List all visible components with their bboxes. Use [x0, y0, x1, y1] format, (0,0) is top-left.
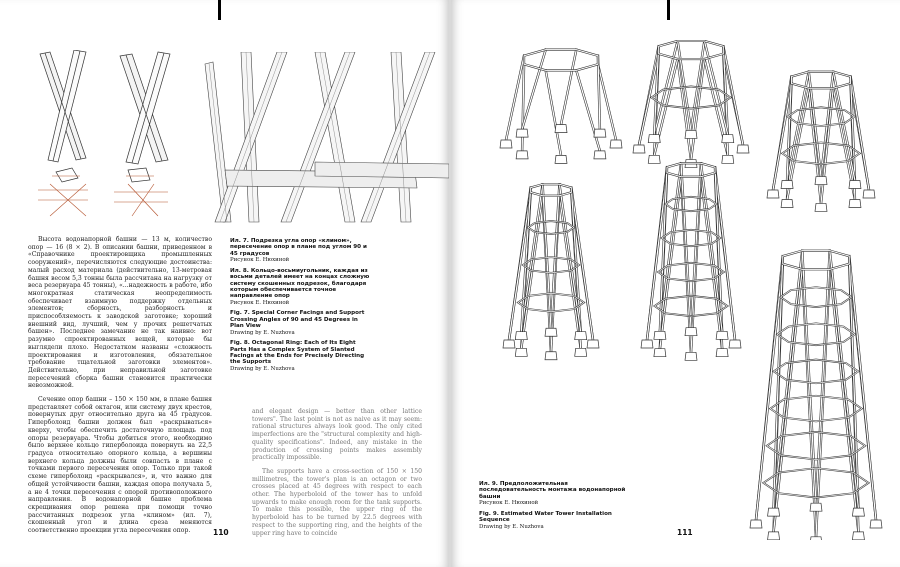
- caption-title: Ил. 7. Подрезка угла опор «клином», пересечение опор в плане под углом 90 и 45 градусов: [230, 238, 367, 257]
- caption-credit: Drawing by E. Nuzhova: [230, 329, 295, 336]
- page-number: 110: [213, 528, 229, 537]
- paragraph: and elegant design — better than other lattice towers". The last point is not as naive as it may seem: rational structures always look good. The only cited imperfections are the "structural complexity and high-quality specifications". Indeed, any mistake in the production of crossing points makes assembly practically impossible.: [252, 408, 422, 462]
- caption-credit: Рисунок Е. Нюхиной: [230, 257, 290, 264]
- caption-title: Fig. 8. Octagonal Ring: Each of Its Eight Parts Has a Complex System of Slanted Facings at the Ends for Precisely Directing the Supports: [230, 340, 365, 366]
- caption-title: Ил. 8. Кольцо-восьмиугольник, каждая из восьми деталей имеет на концах сложную систему скошенных подрезок, благодаря которым обеспечивается точное направление опор: [230, 267, 370, 300]
- binding-mark: [218, 0, 221, 20]
- paragraph: Сечение опор башни – 150 × 150 мм, в плане башня представляет собой октагон, или систему двух крестов, повернутых друг относительно друга на 45 градусов. Гиперболоид башни должен был «раскрываться» кверху, чтобы обеспечить достаточную площадь под опоры резервуара. Чтобы добиться этого, необходимо было верхнее кольцо гиперболоида повернуть на 22,5 градуса относительно опорного кольца, а вершины верхнего кольца должны были совпасть в плане с точками первого пересечения опор. Только при такой схеме гиперболоид «раскрывался», и, что важно для общей устойчивости башни, каждая опора получала 5, а не 4 точки пересечения с опорой противоположного направления. В водонапорной башне проблема скрещивания опор решена при помощи точно рассчитанных подрезок угла «клином» (ил. 7), скошенный угол и длина среза меняются соответственно проекции угла пересечения опор.: [28, 396, 212, 535]
- caption-credit: Drawing by E. Nuzhova: [230, 365, 295, 372]
- left-page: [0, 0, 449, 567]
- body-text-ru: [28, 236, 212, 541]
- caption-title: Fig. 9. Estimated Water Tower Installation Sequence: [479, 510, 612, 524]
- page-number: 111: [677, 528, 693, 537]
- captions-left: [230, 238, 370, 376]
- caption-title: Ил. 9. Предположительная последовательность монтажа водонапорной башни: [479, 481, 626, 500]
- fig9-assembly-sequence-drawing: [491, 40, 896, 540]
- fig8-octagonal-ring-drawing: [195, 52, 449, 227]
- body-text-en: [252, 408, 422, 543]
- paragraph: The supports have a cross-section of 150 × 150 millimetres, the tower's plan is an octagon or two crosses placed at 45 degrees with respect to each other. The hyperboloid of the tower has to unfold upwards to make enough room for the tank supports. To make this possible, the upper ring of the hyperboloid has to be turned by 22.5 degrees with respect to the supporting ring, and the heights of the upper ring have to coincide: [252, 467, 422, 537]
- fig7-corner-facing-drawing: [28, 50, 208, 220]
- paragraph: Высота водонапорной башни — 13 м, количество опор — 16 (8 × 2). В описании башни, приведенном в «Справочнике проектировщика промышленных сооружений», перечисляются следующие достоинства: малый расход материала (действительно, 13-метровая башня весом 5,3 тонны была рассчитана на нагрузку от веса резервуара 45 тонны), «...надежность в работе, ибо многократная статическая неопределимость обеспечивает взаимную поддержку отдельных элементов; сборность, разборность и приспособляемость к заводской заготовке; хороший внешний вид, лучший, чем у прочих решетчатых башен». Последнее замечание не так наивно: вот разумно спроектированных вещей, которые бы выглядели плохо. Недостатком названы «сложность проектирования и изготовления, обязательное требование тщательной заготовки элементов». Действительно, при неправильной заготовке пересечений сборка башни становится практически невозможной.: [28, 236, 212, 390]
- captions-right: [479, 481, 629, 534]
- caption-credit: Рисунок Е. Нюхиной: [479, 500, 539, 507]
- binding-mark: [667, 0, 670, 20]
- caption-title: Fig. 7. Special Corner Facings and Support Crossing Angles of 90 and 45 Degrees in Plan View: [230, 310, 365, 330]
- right-page: [451, 0, 900, 567]
- caption-credit: Drawing by E. Nuzhova: [479, 523, 544, 530]
- caption-credit: Рисунок Е. Нюхиной: [230, 299, 290, 306]
